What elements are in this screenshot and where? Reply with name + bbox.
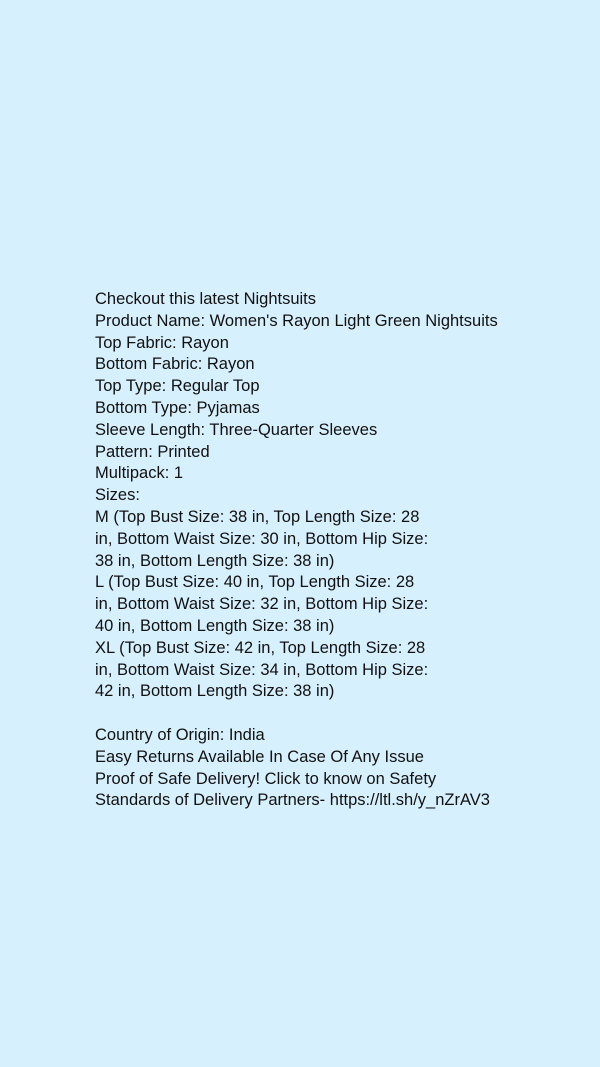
headline: Checkout this latest Nightsuits [95, 290, 317, 308]
safe-delivery-line-2: Standards of Delivery Partners- https://ltl.sh/y_nZrAV3 [95, 791, 490, 810]
product-description [95, 289, 565, 812]
bottom-fabric: Bottom Fabric: Rayon [95, 355, 255, 374]
bottom-type: Bottom Type: Pyjamas [95, 398, 260, 417]
sleeve-length: Sleeve Length: Three-Quarter Sleeves [95, 420, 378, 439]
multipack: Multipack: 1 [95, 464, 184, 483]
size-l-line-1: L (Top Bust Size: 40 in, Top Length Size: 28 [95, 573, 415, 592]
size-l-line-2: in, Bottom Waist Size: 32 in, Bottom Hip Size: [95, 595, 429, 614]
country-of-origin: Country of Origin: India [95, 725, 265, 744]
size-xl-line-3: 42 in, Bottom Length Size: 38 in) [95, 682, 335, 701]
product-name: Product Name: Women's Rayon Light Green Nightsuits [95, 311, 498, 330]
size-m-line-1: M (Top Bust Size: 38 in, Top Length Size: 28 [95, 507, 420, 526]
top-fabric: Top Fabric: Rayon [95, 333, 229, 352]
size-xl-line-2: in, Bottom Waist Size: 34 in, Bottom Hip Size: [95, 660, 429, 679]
size-m-line-3: 38 in, Bottom Length Size: 38 in) [95, 551, 335, 570]
top-type: Top Type: Regular Top [95, 377, 260, 396]
safe-delivery-line-1: Proof of Safe Delivery! Click to know on Safety [95, 769, 437, 788]
sizes-heading: Sizes: [95, 486, 140, 505]
size-l-line-3: 40 in, Bottom Length Size: 38 in) [95, 616, 335, 635]
easy-returns: Easy Returns Available In Case Of Any Issue [95, 747, 424, 766]
blank-line [95, 703, 565, 725]
size-xl-line-1: XL (Top Bust Size: 42 in, Top Length Size: 28 [95, 638, 426, 657]
pattern: Pattern: Printed [95, 442, 210, 461]
size-m-line-2: in, Bottom Waist Size: 30 in, Bottom Hip Size: [95, 529, 429, 548]
